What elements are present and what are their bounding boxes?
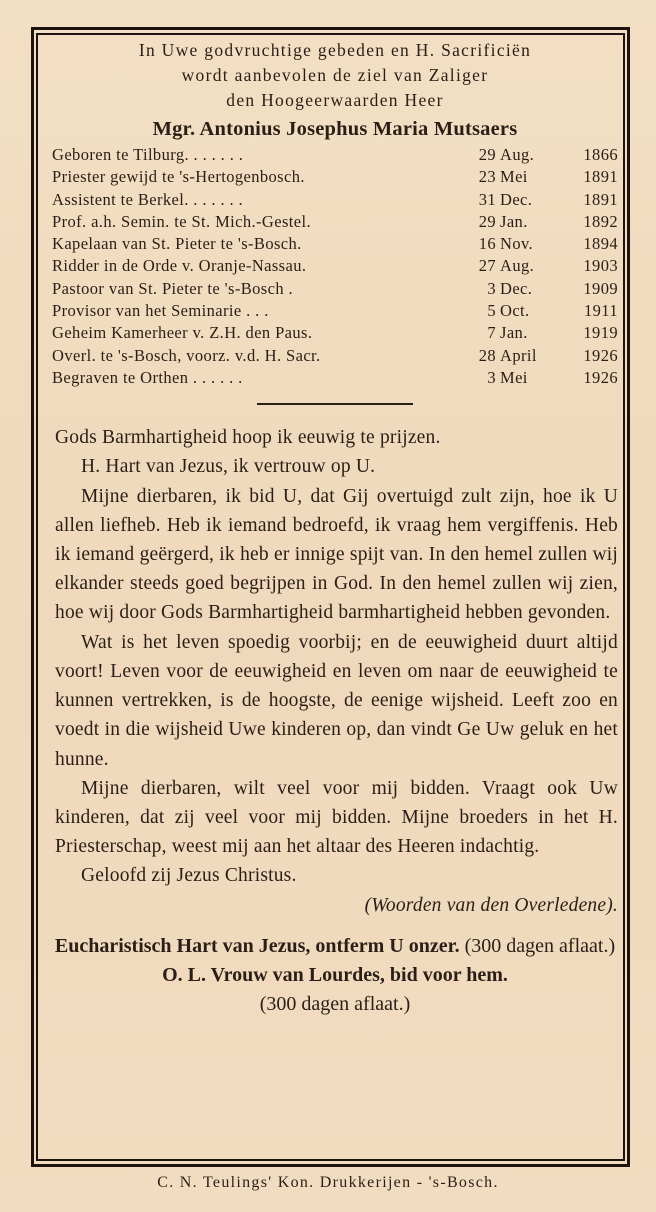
biography-year: 1911	[584, 301, 618, 321]
biography-row	[52, 345, 618, 367]
biography-day: 31	[478, 189, 496, 209]
biography-month: April	[500, 345, 537, 365]
biography-year: 1909	[583, 278, 618, 298]
biography-day: 28	[478, 345, 496, 365]
prayer-2-indulgence: (300 dagen aflaat.)	[259, 992, 411, 1015]
prose-paragraph-6: Geloofd zij Jezus Christus.	[81, 865, 297, 887]
biography-row	[52, 300, 618, 322]
biography-day: 27	[478, 256, 496, 276]
prayer-1	[52, 932, 618, 961]
biography-row	[52, 278, 618, 300]
intro-line-2: wordt aanbevolen de ziel van Zaliger	[181, 65, 489, 85]
deceased-name: Mgr. Antonius Josephus Maria Mutsaers	[152, 118, 518, 140]
biography-year: 1866	[583, 145, 618, 164]
biography-day: 29	[478, 145, 496, 164]
biography-day: 5	[487, 301, 496, 321]
biography-year: 1891	[583, 189, 618, 209]
biography-month: Oct.	[500, 301, 530, 321]
printer-imprint: C. N. Teulings' Kon. Drukkerijen - 's-Bosch.	[157, 1174, 499, 1191]
last-words-text	[52, 423, 618, 919]
biography-month: Jan.	[500, 211, 528, 231]
biography-event: Overl. te 's-Bosch, voorz. v.d. H. Sacr.	[52, 345, 321, 365]
biography-month: Aug.	[500, 145, 535, 164]
biography-row	[52, 367, 618, 389]
biography-year: 1903	[583, 256, 618, 276]
prayer-2-text: O. L. Vrouw van Lourdes, bid voor hem.	[162, 963, 508, 986]
biography-row	[52, 322, 618, 344]
prayers-section	[52, 932, 618, 1019]
prose-paragraph-5: Mijne dierbaren, wilt veel voor mij bidden. Vraagt ook Uw kinderen, dat zij veel voor mij bidden. Mijne broeders in het H. Priesterschap, weest mij aan het altaar des Heeren indachtig.	[55, 777, 618, 858]
biography-event: Pastoor van St. Pieter te 's-Bosch .	[52, 278, 294, 298]
biography-row	[52, 233, 618, 255]
biography-year: 1919	[583, 323, 618, 343]
biography-year: 1926	[583, 367, 618, 387]
biography-month: Mei	[500, 167, 528, 187]
prose-paragraph-2: H. Hart van Jezus, ik vertrouw op U.	[81, 456, 376, 478]
biography-month: Nov.	[500, 234, 534, 254]
intro-line-1: In Uwe godvruchtige gebeden en H. Sacrificiën	[138, 40, 532, 60]
biography-day: 29	[478, 211, 496, 231]
prose-paragraph-4: Wat is het leven spoedig voorbij; en de eeuwigheid duurt altijd voort! Leven voor de eeuwigheid en leven om naar de eeuwigheid te kunnen vertrekken, is de hoogste, de eenige wijsheid. Leeft zoo en voedt in die wijsheid Uwe kinderen op, dan vindt Ge Uw geluk en het hunne.	[55, 631, 618, 770]
biography-month: Jan.	[500, 323, 528, 343]
biography-event: Provisor van het Seminarie . . .	[52, 301, 269, 321]
biography-row	[52, 255, 618, 277]
biography-day: 23	[478, 167, 496, 187]
biography-month: Mei	[500, 367, 528, 387]
prayer-1-text: Eucharistisch Hart van Jezus, ontferm U onzer.	[54, 934, 460, 957]
prayer-2	[52, 961, 618, 1019]
biography-year: 1891	[583, 167, 618, 187]
biography-event: Priester gewijd te 's-Hertogenbosch.	[52, 167, 305, 187]
biography-day: 3	[487, 367, 496, 387]
biography-event: Geboren te Tilburg. . . . . . .	[52, 145, 244, 164]
biography-month: Dec.	[500, 189, 533, 209]
biography-row	[52, 211, 618, 233]
citation: (Woorden van den Overledene).	[364, 894, 618, 916]
biography-year: 1892	[583, 211, 618, 231]
biography-row	[52, 189, 618, 211]
biography-event: Kapelaan van St. Pieter te 's-Bosch.	[52, 234, 302, 254]
biography-year: 1894	[583, 234, 618, 254]
prose-paragraph-1: Gods Barmhartigheid hoop ik eeuwig te prijzen.	[55, 427, 441, 449]
biography-month: Aug.	[500, 256, 535, 276]
biography-day: 7	[487, 323, 496, 343]
card-content	[52, 38, 618, 1019]
biography-event: Begraven te Orthen . . . . . .	[52, 367, 243, 387]
divider-line	[257, 403, 413, 405]
biography-event: Geheim Kamerheer v. Z.H. den Paus.	[52, 323, 313, 343]
intro-line-3: den Hoogeerwaarden Heer	[226, 90, 444, 110]
biography-row	[52, 166, 618, 188]
biography-table	[52, 144, 618, 389]
intro-text	[52, 38, 618, 113]
biography-row	[52, 144, 618, 166]
biography-day: 16	[478, 234, 496, 254]
prayer-1-indulgence: (300 dagen aflaat.)	[464, 934, 616, 957]
biography-year: 1926	[583, 345, 618, 365]
biography-event: Prof. a.h. Semin. te St. Mich.-Gestel.	[52, 211, 312, 231]
biography-event: Ridder in de Orde v. Oranje-Nassau.	[52, 256, 307, 276]
biography-event: Assistent te Berkel. . . . . . .	[52, 189, 244, 209]
prose-paragraph-3: Mijne dierbaren, ik bid U, dat Gij overtuigd zult zijn, hoe ik U allen liefheb. Heb ik iemand bedroefd, ik vraag hem vergiffenis. Heb ik iemand geërgerd, ik heb er innige spijt van. In den hemel zullen wij elkander steeds goed begrijpen in God. In den hemel zullen wij zien, hoe wij door Gods Barmhartigheid barmhartigheid hebben gevonden.	[55, 485, 618, 624]
biography-month: Dec.	[500, 278, 533, 298]
biography-day: 3	[487, 278, 496, 298]
